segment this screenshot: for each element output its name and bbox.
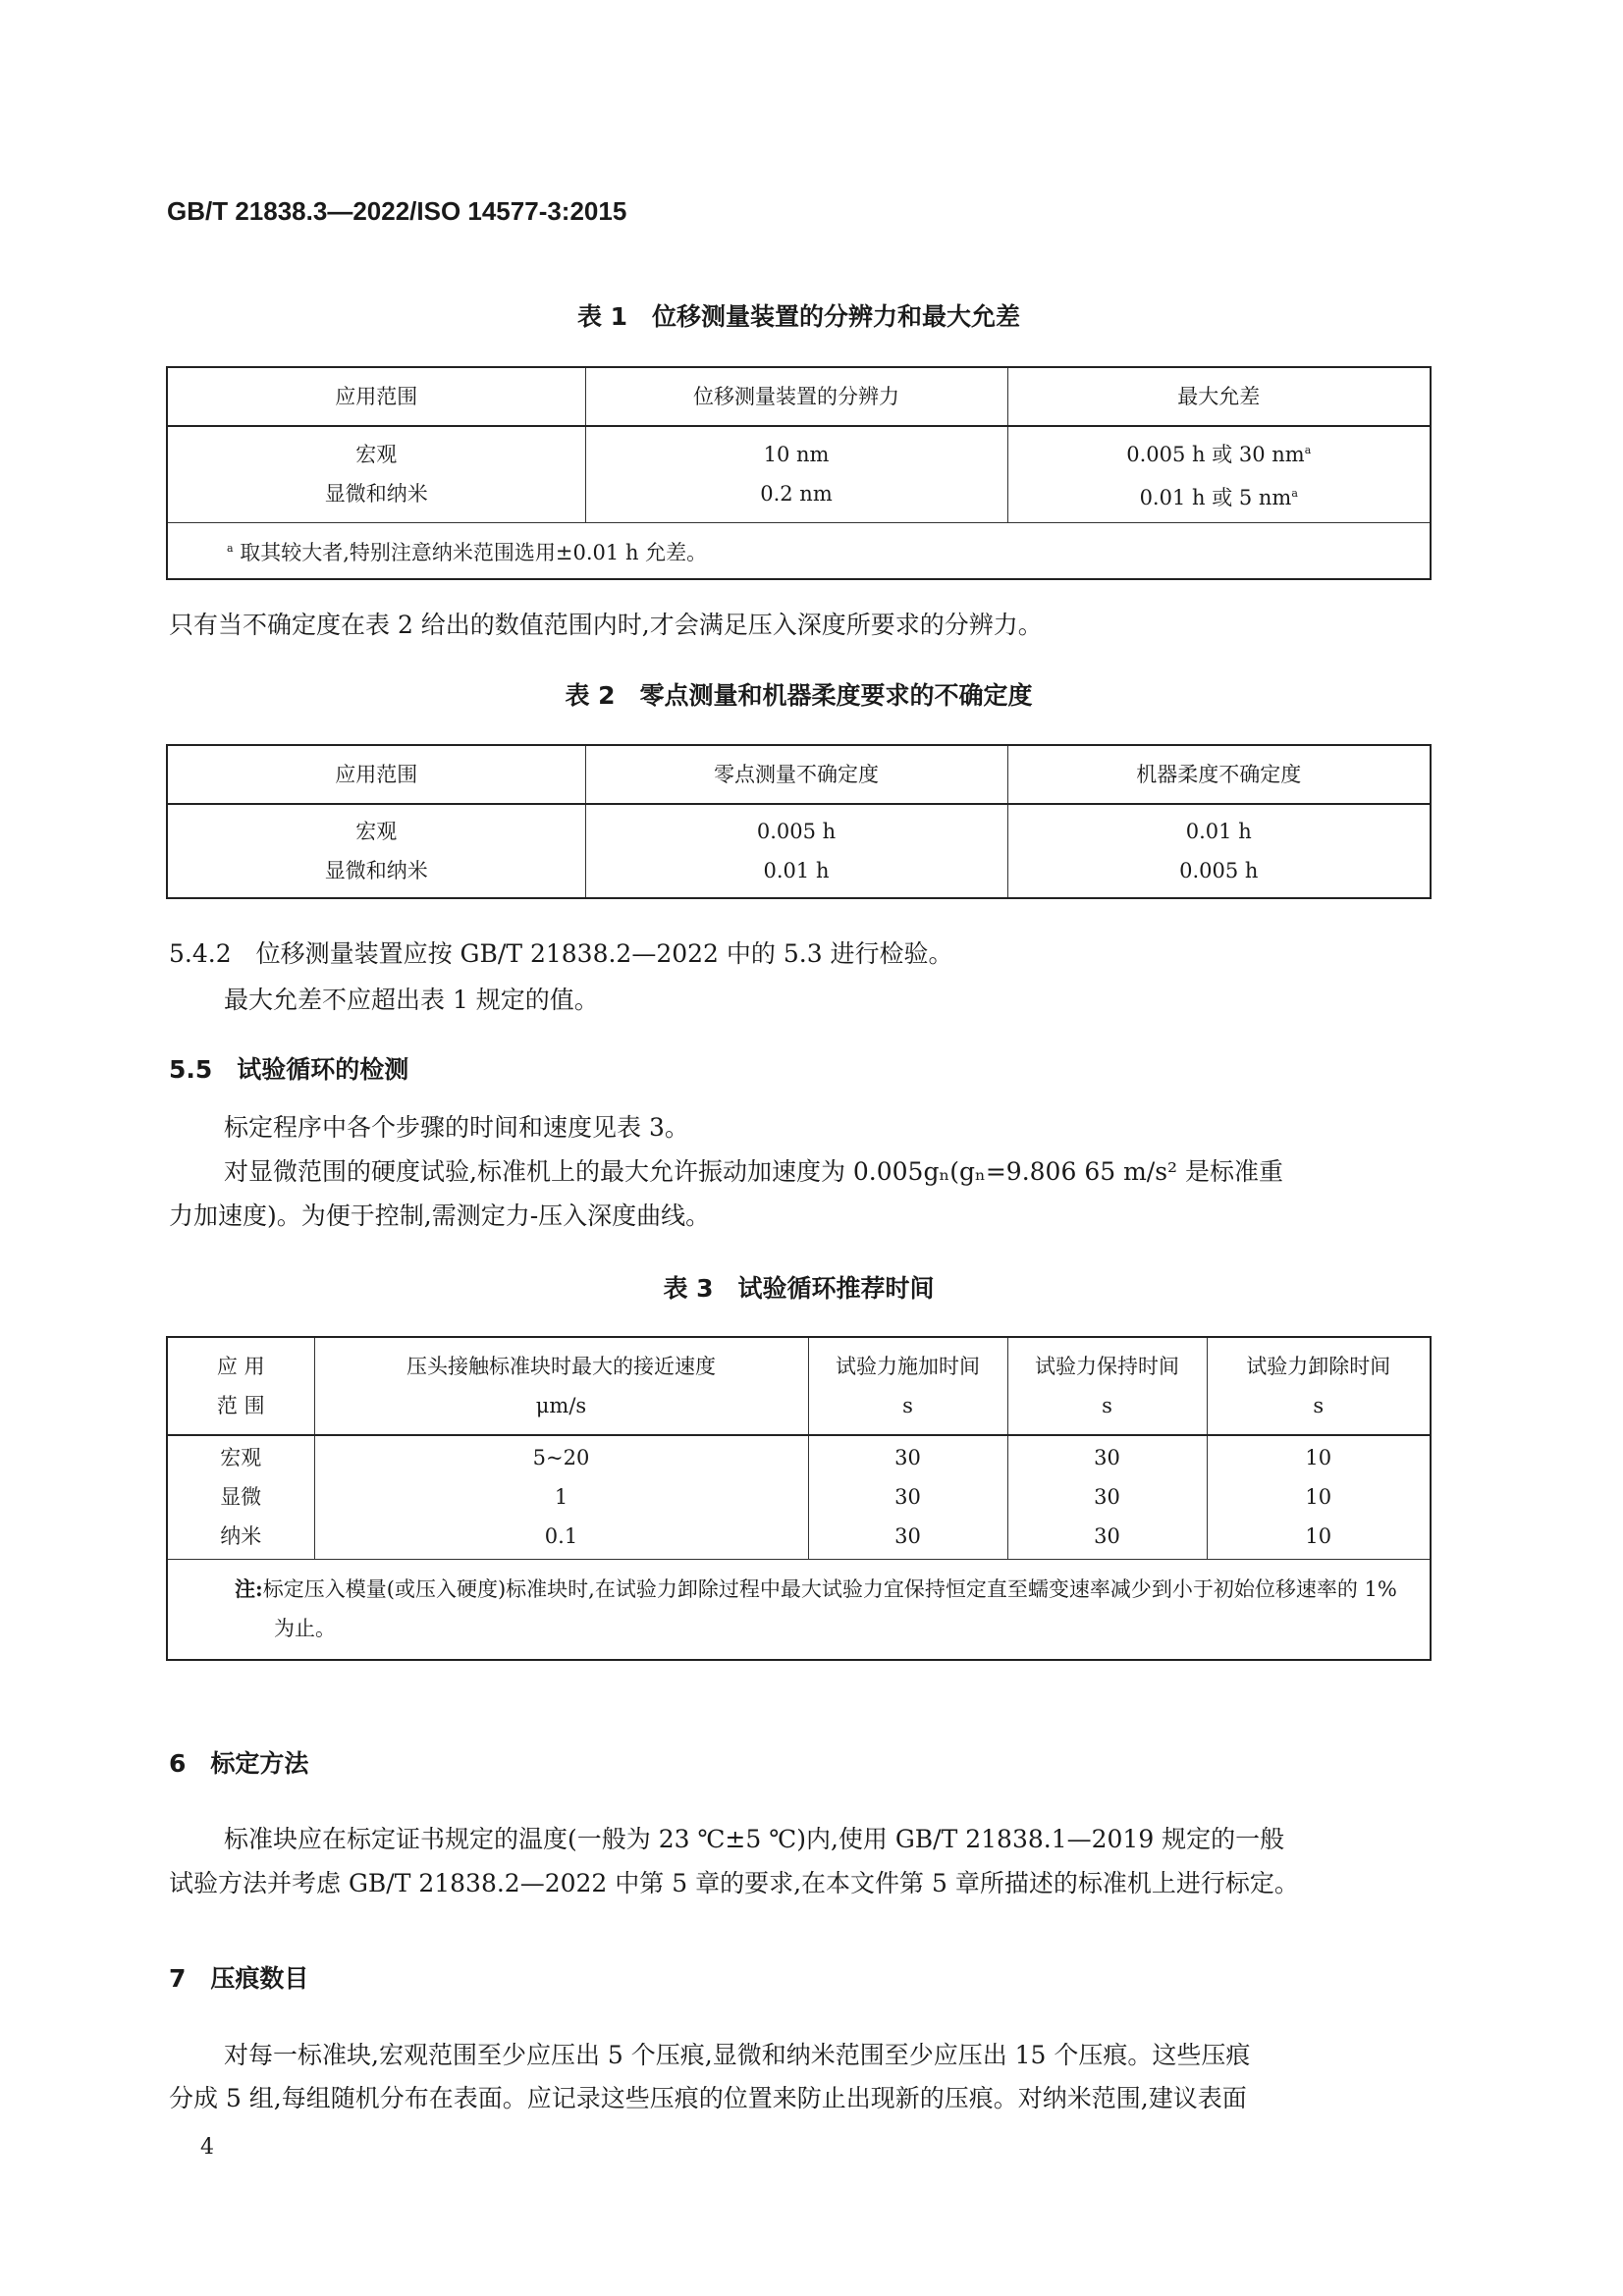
paragraph: 力加速度)。为便于控制,需测定力-压入深度曲线。 (169, 1201, 711, 1230)
table3-cell: 宏观 显微 纳米 (167, 1435, 314, 1559)
table1-cell: 0.005 h 或 30 $nm^a$ 0.01 h 或 5 $nm^a$ (1007, 426, 1431, 522)
page-number: 4 (200, 2135, 214, 2160)
table1-cell: 宏观 显微和纳米 (167, 426, 585, 522)
table1-title: 表 1 位移测量装置的分辨力和最大允差 (576, 302, 1021, 331)
paragraph: 对显微范围的硬度试验,标准机上的最大允许振动加速度为 0.005gₙ(gₙ=9.806 65 m/s² 是标准重 (224, 1157, 1284, 1186)
table2-cell: 宏观 显微和纳米 (167, 804, 585, 898)
paragraph: 对每一标准块,宏观范围至少应压出 5 个压痕,显微和纳米范围至少应压出 15 个压痕。这些压痕 (224, 2041, 1251, 2069)
table2-header: 机器柔度不确定度 (1007, 745, 1431, 804)
table3-note: 注:标定压入模量(或压入硬度)标准块时,在试验力卸除过程中最大试验力宜保持恒定直至蠕变速率减少到小于初始位移速率的 1% 为止。 (167, 1559, 1431, 1660)
table3-cell: 10 10 10 (1207, 1435, 1431, 1559)
section-5-4-2: 5.4.2 位移测量装置应按 GB/T 21838.2—2022 中的 5.3 进行检验。 (169, 939, 953, 968)
paragraph: 试验方法并考虑 GB/T 21838.2—2022 中第 5 章的要求,在本文件第 5 章所描述的标准机上进行标定。 (169, 1869, 1299, 1897)
table3-title: 表 3 试验循环推荐时间 (663, 1274, 935, 1303)
table2-cell: 0.005 h 0.01 h (585, 804, 1007, 898)
table1-header: 最大允差 (1007, 367, 1431, 426)
table3-cell: 30 30 30 (808, 1435, 1007, 1559)
table2-header: 应用范围 (167, 745, 585, 804)
table1-header: 应用范围 (167, 367, 585, 426)
table1-header: 位移测量装置的分辨力 (585, 367, 1007, 426)
table3-header: 应 用 范 围 (167, 1337, 314, 1435)
table1 (166, 366, 1432, 580)
table3-cell: 5~20 1 0.1 (314, 1435, 808, 1559)
section-6-heading: 6 标定方法 (169, 1749, 309, 1778)
section-7-heading: 7 压痕数目 (169, 1964, 309, 1993)
table2-header: 零点测量不确定度 (585, 745, 1007, 804)
table3-header: 试验力施加时间 s (808, 1337, 1007, 1435)
table2 (166, 744, 1432, 899)
document-header: GB/T 21838.3—2022/ISO 14577-3:2015 (167, 196, 627, 226)
table2-cell: 0.01 h 0.005 h (1007, 804, 1431, 898)
table3-header: 试验力保持时间 s (1007, 1337, 1207, 1435)
table3-cell: 30 30 30 (1007, 1435, 1207, 1559)
table1-footnote: $^a$ 取其较大者,特别注意纳米范围选用±0.01 h 允差。 (167, 522, 1431, 579)
table1-cell: 10 nm 0.2 nm (585, 426, 1007, 522)
paragraph: 最大允差不应超出表 1 规定的值。 (224, 986, 599, 1014)
paragraph: 只有当不确定度在表 2 给出的数值范围内时,才会满足压入深度所要求的分辨力。 (169, 611, 1043, 639)
table3-header: 压头接触标准块时最大的接近速度 μm/s (314, 1337, 808, 1435)
table3 (166, 1336, 1432, 1661)
table2-title: 表 2 零点测量和机器柔度要求的不确定度 (565, 681, 1033, 710)
paragraph: 标定程序中各个步骤的时间和速度见表 3。 (224, 1113, 689, 1142)
table3-header: 试验力卸除时间 s (1207, 1337, 1431, 1435)
paragraph: 分成 5 组,每组随机分布在表面。应记录这些压痕的位置来防止出现新的压痕。对纳米范围,建议表面 (169, 2084, 1247, 2112)
section-5-5-heading: 5.5 试验循环的检测 (169, 1055, 409, 1084)
paragraph: 标准块应在标定证书规定的温度(一般为 23 ℃±5 ℃)内,使用 GB/T 21838.1—2019 规定的一般 (224, 1825, 1285, 1853)
